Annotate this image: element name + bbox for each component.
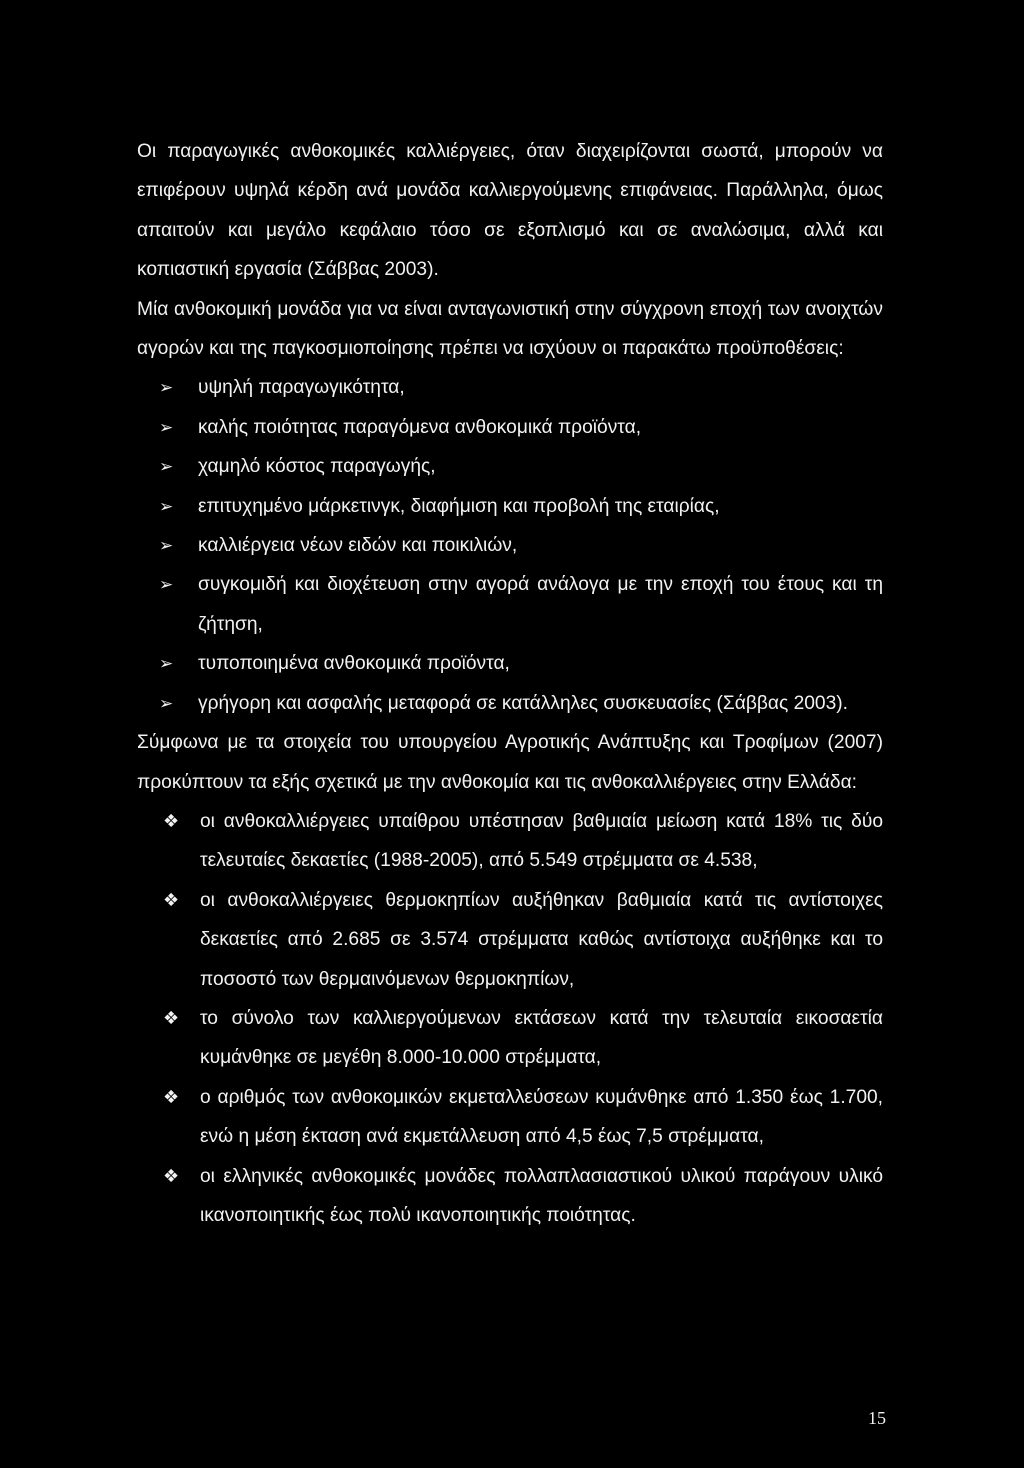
list-item xyxy=(137,526,883,565)
arrow-bullet-icon: ➢ xyxy=(159,575,174,595)
requirements-intro-paragraph: Μία ανθοκομική μονάδα για να είναι ανταγωνιστική στην σύγχρονη εποχή των ανοιχτών αγορών και της παγκοσμιοποίησης πρέπει να ισχύουν οι παρακάτω προϋποθέσεις: xyxy=(137,298,883,360)
list-item-text: οι ελληνικές ανθοκομικές μονάδες πολλαπλασιαστικού υλικού παράγουν υλικό ικανοποιητικής έως πολύ ικανοποιητικής ποιότητας. xyxy=(200,1165,883,1226)
list-item xyxy=(137,565,883,644)
list-item xyxy=(137,802,883,881)
list-item xyxy=(137,1078,883,1157)
list-item xyxy=(137,999,883,1078)
list-item-text: τυποποιημένα ανθοκομικά προϊόντα, xyxy=(198,653,510,675)
list-item xyxy=(137,644,883,683)
arrow-bullet-icon: ➢ xyxy=(159,496,174,516)
list-item-text: χαμηλό κόστος παραγωγής, xyxy=(198,456,436,478)
list-item-text: το σύνολο των καλλιεργούμενων εκτάσεων κατά την τελευταία εικοσαετία κυμάνθηκε σε μεγέθη 8.000-10.000 στρέμματα, xyxy=(200,1007,883,1069)
list-item xyxy=(137,487,883,526)
diamond-bullet-icon: ❖ xyxy=(163,810,180,831)
intro-paragraph: Οι παραγωγικές ανθοκομικές καλλιέργειες, όταν διαχειρίζονται σωστά, μπορούν να επιφέρουν υψηλά κέρδη ανά μονάδα καλλιεργούμενης επιφάνειας. Παράλληλα, όμως απαιτούν και μεγάλο κεφάλαιο τόσο σε εξοπλισμό και σε αναλώσιμα, αλλά και κοπιαστική εργασία (Σάββας 2003). xyxy=(137,141,883,281)
list-item xyxy=(137,1157,883,1236)
list-item-text: οι ανθοκαλλιέργειες θερμοκηπίων αυξήθηκαν βαθμιαία κατά τις αντίστοιχες δεκαετίες από 2.685 σε 3.574 στρέμματα καθώς αντίστοιχα αυξήθηκε και το ποσοστό των θερμαινόμενων θερμοκηπίων, xyxy=(200,889,883,990)
list-item xyxy=(137,368,883,407)
list-item-text: γρήγορη και ασφαλής μεταφορά σε κατάλληλες συσκευασίες (Σάββας 2003). xyxy=(198,692,848,714)
arrow-bullet-icon: ➢ xyxy=(159,654,174,674)
list-item-text: καλής ποιότητας παραγόμενα ανθοκομικά προϊόντα, xyxy=(198,416,642,438)
list-item-text: υψηλή παραγωγικότητα, xyxy=(198,377,405,399)
arrow-bullet-icon: ➢ xyxy=(159,693,174,713)
list-item-text: επιτυχημένο μάρκετινγκ, διαφήμιση και προβολή της εταιρίας, xyxy=(198,495,720,517)
list-item xyxy=(137,447,883,486)
page-number: 15 xyxy=(868,1408,886,1428)
list-item-text: καλλιέργεια νέων ειδών και ποικιλιών, xyxy=(198,535,518,557)
diamond-bullet-icon: ❖ xyxy=(163,889,180,910)
diamond-bullet-icon: ❖ xyxy=(163,1007,180,1028)
list-item xyxy=(137,881,883,999)
diamond-bullet-icon: ❖ xyxy=(163,1086,180,1107)
arrow-bullet-icon: ➢ xyxy=(159,417,174,437)
list-item-text: συγκομιδή και διοχέτευση στην αγορά ανάλογα με την εποχή του έτους και τη ζήτηση, xyxy=(198,574,883,635)
ministry-data-paragraph: Σύμφωνα με τα στοιχεία του υπουργείου Αγροτικής Ανάπτυξης και Τροφίμων (2007) προκύπτουν τα εξής σχετικά με την ανθοκομία και τις ανθοκαλλιέργειες στην Ελλάδα: xyxy=(137,732,883,793)
arrow-bullet-icon: ➢ xyxy=(159,457,174,477)
arrow-bullet-icon: ➢ xyxy=(159,378,174,398)
diamond-bullet-icon: ❖ xyxy=(163,1165,180,1186)
list-item xyxy=(137,684,883,723)
findings-list xyxy=(137,802,883,1235)
list-item-text: οι ανθοκαλλιέργειες υπαίθρου υπέστησαν βαθμιαία μείωση κατά 18% τις δύο τελευταίες δεκαετίες (1988-2005), από 5.549 στρέμματα σε 4.538, xyxy=(200,810,883,872)
requirements-list xyxy=(137,368,883,723)
arrow-bullet-icon: ➢ xyxy=(159,536,174,556)
document-body xyxy=(137,132,883,1235)
list-item xyxy=(137,408,883,447)
list-item-text: ο αριθμός των ανθοκομικών εκμεταλλεύσεων κυμάνθηκε από 1.350 έως 1.700, ενώ η μέση έκταση ανά εκμετάλλευση από 4,5 έως 7,5 στρέμματα, xyxy=(200,1086,883,1148)
